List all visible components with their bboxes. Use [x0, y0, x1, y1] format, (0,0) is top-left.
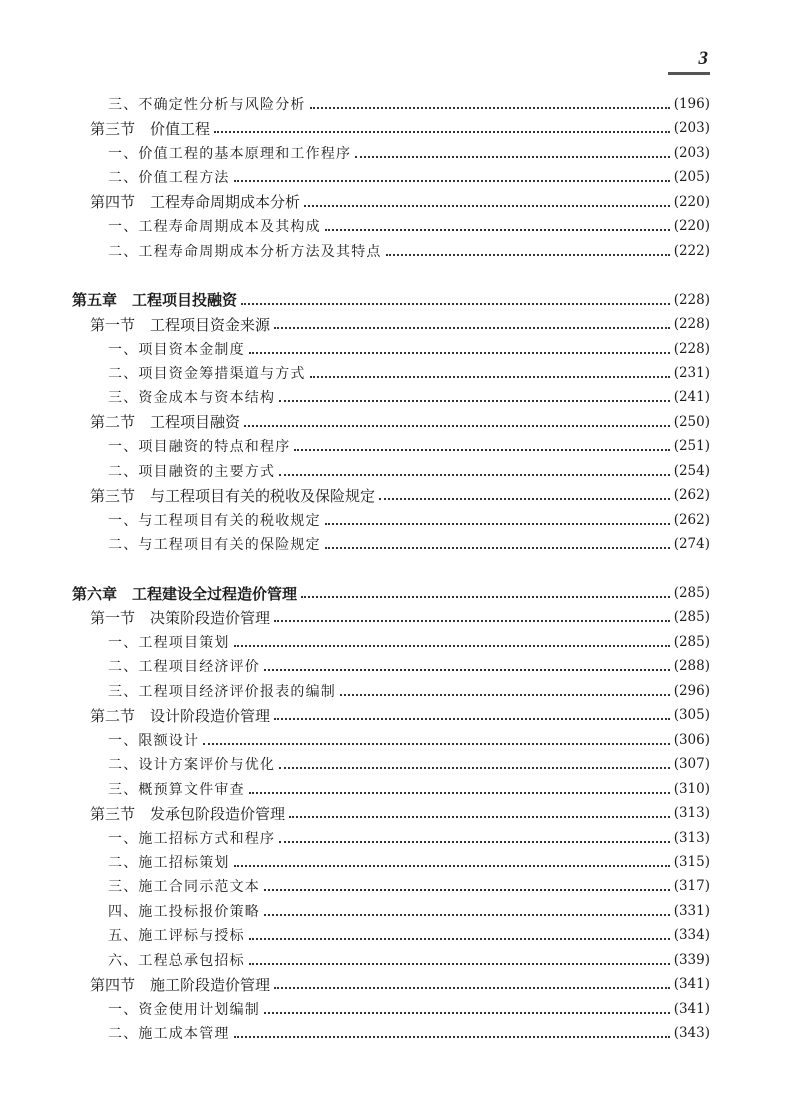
toc-item[interactable] — [108, 948, 710, 972]
toc-entry-page: (285) — [673, 585, 710, 601]
toc-item[interactable] — [108, 1021, 710, 1045]
toc-entry-page: (274) — [673, 536, 710, 553]
dot-leader — [234, 180, 670, 182]
header-rule — [668, 72, 710, 75]
toc-entry-title: 第一节 决策阶段造价管理 — [90, 608, 271, 627]
dot-leader — [241, 303, 670, 305]
toc-entry-page: (341) — [673, 976, 710, 993]
toc-item[interactable] — [108, 508, 710, 532]
toc-entry-title: 一、工程项目策划 — [108, 634, 230, 651]
toc-entry-title: 一、限额设计 — [108, 732, 200, 749]
toc-entry-page: (231) — [673, 364, 710, 381]
toc-entry-page: (296) — [673, 682, 710, 699]
toc-item[interactable] — [108, 777, 710, 801]
toc-entry-title: 二、项目资金筹措渠道与方式 — [108, 365, 306, 382]
toc-entry-page: (241) — [673, 389, 710, 406]
toc-item[interactable] — [108, 434, 710, 458]
dot-leader — [249, 963, 670, 965]
dot-leader — [214, 131, 670, 133]
toc-item[interactable] — [108, 826, 710, 850]
toc-item[interactable] — [108, 459, 710, 483]
dot-leader — [325, 547, 670, 549]
toc-entry-page: (222) — [673, 242, 710, 259]
toc-item[interactable] — [108, 752, 710, 776]
dot-leader — [340, 694, 670, 696]
toc-entry-page: (313) — [673, 805, 710, 822]
toc-entry-title: 二、设计方案评价与优化 — [108, 757, 276, 774]
toc-entry-title: 三、施工合同示范文本 — [108, 879, 260, 896]
toc-item[interactable] — [108, 165, 710, 189]
toc-entry-title: 第二节 设计阶段造价管理 — [90, 706, 271, 725]
toc-entry-title: 一、项目融资的特点和程序 — [108, 439, 291, 456]
dot-leader — [249, 792, 670, 794]
toc-item[interactable] — [108, 850, 710, 874]
toc-item[interactable] — [108, 630, 710, 654]
dot-leader — [274, 327, 670, 329]
dot-leader — [249, 352, 670, 354]
toc-section[interactable] — [90, 703, 710, 727]
dot-leader — [279, 474, 669, 476]
toc-entry-page: (334) — [673, 927, 710, 944]
toc-entry-page: (315) — [673, 853, 710, 870]
toc-entry-page: (262) — [673, 511, 710, 528]
toc-entry-page: (306) — [673, 731, 710, 748]
toc-entry-page: (220) — [673, 193, 710, 210]
toc-entry-page: (262) — [673, 487, 710, 504]
toc-entry-page: (254) — [673, 462, 710, 479]
toc-entry-title: 二、工程项目经济评价 — [108, 659, 260, 676]
toc-entry-page: (331) — [673, 902, 710, 919]
toc-entry-title: 第三节 发承包阶段造价管理 — [90, 804, 286, 823]
toc-item[interactable] — [108, 92, 710, 116]
toc-entry-page: (317) — [673, 878, 710, 895]
toc-item[interactable] — [108, 361, 710, 385]
dot-leader — [379, 498, 670, 500]
toc-entry-page: (285) — [673, 633, 710, 650]
toc-entry-page: (285) — [673, 609, 710, 626]
toc-entry-page: (307) — [673, 756, 710, 773]
toc-entry-page: (341) — [673, 1000, 710, 1017]
toc-item[interactable] — [108, 679, 710, 703]
toc-entry-title: 六、工程总承包招标 — [108, 952, 245, 969]
dot-leader — [279, 841, 669, 843]
toc-entry-title: 三、工程项目经济评价报表的编制 — [108, 683, 336, 700]
toc-entry-title: 二、项目融资的主要方式 — [108, 463, 276, 480]
toc-item[interactable] — [108, 337, 710, 361]
toc-section[interactable] — [90, 190, 710, 214]
dot-leader — [264, 889, 670, 891]
dot-leader — [279, 400, 669, 402]
toc-entry-title: 三、概预算文件审查 — [108, 781, 245, 798]
toc-entry-title: 一、施工招标方式和程序 — [108, 830, 276, 847]
toc-entry-title: 一、资金使用计划编制 — [108, 1001, 260, 1018]
toc-entry-title: 第五章 工程项目投融资 — [72, 291, 238, 310]
toc-item[interactable] — [108, 141, 710, 165]
toc-entry-title: 第四节 工程寿命周期成本分析 — [90, 193, 301, 212]
dot-leader — [203, 743, 669, 745]
dot-leader — [249, 938, 670, 940]
toc-entry-title: 第一节 工程项目资金来源 — [90, 315, 271, 334]
toc-chapter[interactable] — [72, 581, 710, 605]
toc-entry-title: 一、与工程项目有关的税收规定 — [108, 512, 321, 529]
dot-leader — [325, 523, 670, 525]
toc-item[interactable] — [108, 239, 710, 263]
dot-leader — [279, 767, 669, 769]
toc-item[interactable] — [108, 874, 710, 898]
toc-entry-title: 三、资金成本与资本结构 — [108, 390, 276, 407]
toc-item[interactable] — [108, 923, 710, 947]
toc-entry-page: (310) — [673, 780, 710, 797]
toc-chapter[interactable] — [72, 288, 710, 312]
toc-entry-page: (196) — [673, 96, 710, 112]
dot-leader — [264, 669, 670, 671]
toc-entry-title: 一、项目资本金制度 — [108, 341, 245, 358]
toc-entry-title: 二、施工招标策划 — [108, 854, 230, 871]
dot-leader — [294, 449, 669, 451]
dot-leader — [310, 107, 670, 109]
toc-entry-title: 一、价值工程的基本原理和工作程序 — [108, 145, 352, 162]
dot-leader — [301, 596, 670, 598]
page-number: 3 — [698, 48, 708, 69]
toc-entry-title: 第二节 工程项目融资 — [90, 413, 241, 432]
toc-entry-page: (288) — [673, 658, 710, 675]
toc-entry-title: 四、施工投标报价策略 — [108, 903, 260, 920]
dot-leader — [304, 205, 670, 207]
toc-item[interactable] — [108, 728, 710, 752]
toc-section[interactable] — [90, 483, 710, 507]
toc-entry-page: (228) — [673, 316, 710, 333]
toc-entry-title: 第四节 施工阶段造价管理 — [90, 975, 271, 994]
dot-leader — [310, 376, 670, 378]
toc-entry-page: (205) — [673, 169, 710, 186]
toc-entry-page: (251) — [673, 438, 710, 455]
toc-entry-title: 第三节 与工程项目有关的税收及保险规定 — [90, 486, 376, 505]
toc-item[interactable] — [108, 997, 710, 1021]
dot-leader — [355, 156, 669, 158]
toc-entry-page: (228) — [673, 291, 710, 308]
dot-leader — [274, 620, 670, 622]
toc-section[interactable] — [90, 605, 710, 629]
dot-leader — [234, 865, 670, 867]
dot-leader — [264, 1012, 670, 1014]
dot-leader — [244, 425, 670, 427]
toc-item[interactable] — [108, 654, 710, 678]
toc-entry-title: 五、施工评标与授标 — [108, 928, 245, 945]
toc-entry-page: (220) — [673, 218, 710, 235]
toc-entry-page: (343) — [673, 1025, 710, 1042]
dot-leader — [325, 229, 670, 231]
dot-leader — [289, 816, 670, 818]
toc-entry-page: (313) — [673, 829, 710, 846]
toc-entry-title: 二、工程寿命周期成本分析方法及其特点 — [108, 243, 382, 260]
toc-section[interactable] — [90, 972, 710, 996]
toc-entry-title: 第六章 工程建设全过程造价管理 — [72, 584, 298, 603]
dot-leader — [386, 254, 670, 256]
toc-entry-page: (305) — [673, 707, 710, 724]
toc-entry-page: (228) — [673, 340, 710, 357]
toc-entry-page: (250) — [673, 413, 710, 430]
toc-entry-title: 二、施工成本管理 — [108, 1026, 230, 1043]
dot-leader — [274, 987, 670, 989]
toc-entry-title: 一、工程寿命周期成本及其构成 — [108, 219, 321, 236]
toc-entry-title: 第三节 价值工程 — [90, 119, 211, 138]
toc-entry-title: 三、不确定性分析与风险分析 — [108, 97, 306, 113]
toc-item[interactable] — [108, 899, 710, 923]
toc-entry-page: (203) — [673, 144, 710, 161]
dot-leader — [264, 914, 670, 916]
dot-leader — [234, 1036, 670, 1038]
toc-item[interactable] — [108, 385, 710, 409]
toc-section[interactable] — [90, 410, 710, 434]
toc-entry-page: (339) — [673, 951, 710, 968]
toc-entry-title: 二、价值工程方法 — [108, 170, 230, 187]
toc-item[interactable] — [108, 214, 710, 238]
toc-section[interactable] — [90, 312, 710, 336]
toc-entry-title: 二、与工程项目有关的保险规定 — [108, 537, 321, 554]
toc-section[interactable] — [90, 116, 710, 140]
dot-leader — [234, 645, 670, 647]
dot-leader — [274, 718, 670, 720]
toc-item[interactable] — [108, 532, 710, 556]
toc-entry-page: (203) — [673, 120, 710, 137]
toc-section[interactable] — [90, 801, 710, 825]
